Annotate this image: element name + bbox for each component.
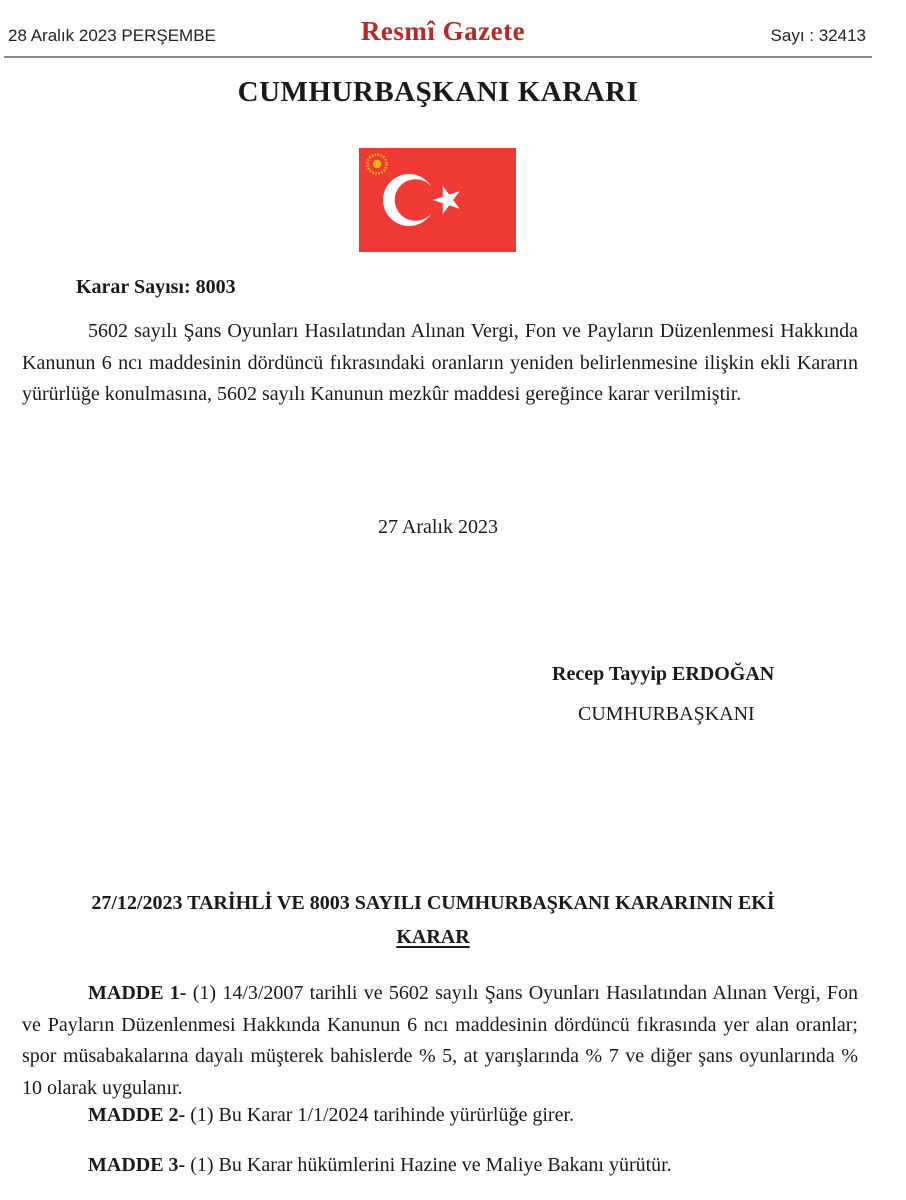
article-3-label: MADDE 3- xyxy=(88,1154,186,1176)
article-1-label: MADDE 1- xyxy=(88,982,187,1004)
header-divider xyxy=(4,56,872,58)
document-title: CUMHURBAŞKANI KARARI xyxy=(237,76,639,108)
article-1-text: (1) 14/3/2007 tarihli ve 5602 sayılı Şans Oyunları Hasılatından Alınan Vergi, Fon ve Payların Düzenlenmesi Hakkında Kanunun 6 ncı maddesinin dördüncü fıkrasında yer alan oranlar; spor müsabakalarına dayalı müşterek bahislerde % 5, at yarışlarında % 7 ve diğer şans oyunlarında % 10 olarak uygulanır. xyxy=(22,982,858,1099)
issue-number: Sayı : 32413 xyxy=(770,26,866,45)
decision-date: 27 Aralık 2023 xyxy=(378,516,498,538)
article-3 xyxy=(88,1154,672,1177)
signatory-title: CUMHURBAŞKANI xyxy=(578,703,755,725)
article-1 xyxy=(22,978,858,1104)
presidential-flag-icon xyxy=(359,148,516,252)
article-3-text: (1) Bu Karar hükümlerini Hazine ve Maliye Bakanı yürütür. xyxy=(190,1154,672,1176)
decision-number: Karar Sayısı: 8003 xyxy=(76,276,236,298)
annex-subtitle-text: KARAR xyxy=(396,926,470,948)
gazette-header xyxy=(0,0,906,60)
publication-title: Resmî Gazete xyxy=(360,16,526,46)
issue-date: 28 Aralık 2023 PERŞEMBE xyxy=(8,26,216,45)
annex-subtitle xyxy=(0,926,866,949)
signatory-name: Recep Tayyip ERDOĞAN xyxy=(552,663,775,685)
intro-paragraph: 5602 sayılı Şans Oyunları Hasılatından Alınan Vergi, Fon ve Payların Düzenlenmesi Hakkında Kanunun 6 ncı maddesinin dördüncü fıkrasındaki oranların yeniden belirlenmesine ilişkin ekli Kararın yürürlüğe konulmasına, 5602 sayılı Kanunun mezkûr maddesi gereğince karar verilmiştir. xyxy=(22,320,858,405)
article-2 xyxy=(88,1104,574,1127)
article-2-label: MADDE 2- xyxy=(88,1104,186,1126)
annex-title: 27/12/2023 TARİHLİ VE 8003 SAYILI CUMHURBAŞKANI KARARININ EKİ xyxy=(91,892,775,914)
article-2-text: (1) Bu Karar 1/1/2024 tarihinde yürürlüğe girer. xyxy=(190,1104,574,1126)
